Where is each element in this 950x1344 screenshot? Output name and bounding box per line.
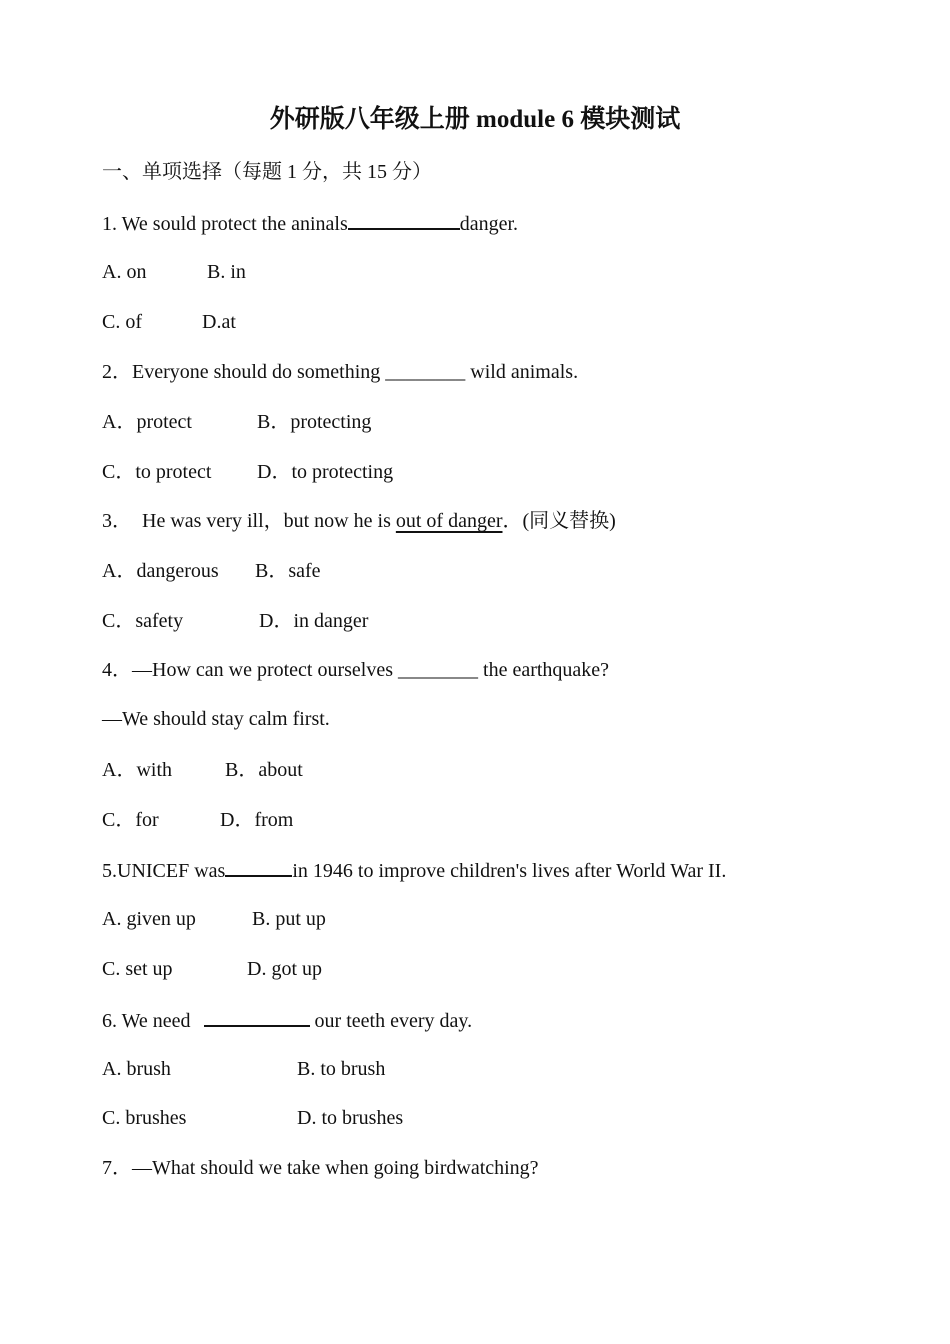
question-3-option-b: B．safe bbox=[255, 560, 321, 582]
question-3-option-a: A．dangerous bbox=[102, 560, 219, 582]
question-2-option-c: C．to protect bbox=[102, 461, 212, 483]
question-1-option-d: D.at bbox=[202, 311, 236, 333]
question-5-option-b: B. put up bbox=[252, 908, 326, 930]
question-6-option-b: B. to brush bbox=[297, 1058, 386, 1080]
question-5-option-d: D. got up bbox=[247, 958, 322, 980]
question-4-stem: 4．—How can we protect ourselves ________ the earthquake? bbox=[102, 659, 610, 681]
section-header: 一、单项选择（每题 1 分，共 15 分） bbox=[102, 161, 432, 183]
question-3-stem-after: ．(同义替换) bbox=[502, 510, 616, 532]
question-4-option-b: B．about bbox=[225, 759, 303, 781]
answer-blank bbox=[204, 1005, 310, 1027]
question-5-stem-after: in 1946 to improve children's lives after World War II. bbox=[292, 860, 727, 882]
question-1-stem bbox=[102, 208, 518, 238]
question-7-stem: 7．—What should we take when going birdwatching? bbox=[102, 1157, 539, 1179]
question-5-stem-before: 5.UNICEF was bbox=[102, 860, 226, 882]
question-4-stem-line2: —We should stay calm first. bbox=[102, 708, 330, 730]
question-4-option-c: C．for bbox=[102, 809, 159, 831]
question-1-stem-before: 1. We sould protect the aninals bbox=[102, 213, 348, 235]
question-3-stem bbox=[102, 507, 616, 535]
question-4-option-a: A．with bbox=[102, 759, 172, 781]
question-3-option-c: C．safety bbox=[102, 610, 184, 632]
question-5-option-a: A. given up bbox=[102, 908, 196, 930]
question-3-option-d: D．in danger bbox=[259, 610, 369, 632]
question-2-option-b: B．protecting bbox=[257, 411, 372, 433]
question-6-stem-after: our teeth every day. bbox=[309, 1010, 473, 1032]
answer-blank bbox=[225, 855, 292, 877]
question-1-option-c: C. of bbox=[102, 311, 142, 333]
underlined-phrase: out of danger bbox=[395, 510, 503, 532]
question-3-stem-before: 3． He was very ill，but now he is bbox=[102, 510, 396, 532]
question-5-stem bbox=[102, 855, 726, 885]
question-6-stem bbox=[102, 1005, 472, 1035]
question-2-stem: 2．Everyone should do something ________ wild animals. bbox=[102, 361, 579, 383]
question-6-option-d: D. to brushes bbox=[297, 1107, 404, 1129]
question-1-option-b: B. in bbox=[207, 261, 246, 283]
document-title: 外研版八年级上册 module 6 模块测试 bbox=[269, 106, 681, 133]
question-1-option-a: A. on bbox=[102, 261, 147, 283]
question-2-option-a: A．protect bbox=[102, 411, 192, 433]
question-6-option-a: A. brush bbox=[102, 1058, 171, 1080]
question-6-option-c: C. brushes bbox=[102, 1107, 187, 1129]
answer-blank bbox=[348, 208, 460, 230]
question-1-stem-after: danger. bbox=[459, 213, 519, 235]
question-6-stem-before: 6. We need bbox=[102, 1010, 196, 1032]
question-4-option-d: D．from bbox=[220, 809, 294, 831]
question-2-option-d: D．to protecting bbox=[257, 461, 394, 483]
question-5-option-c: C. set up bbox=[102, 958, 173, 980]
